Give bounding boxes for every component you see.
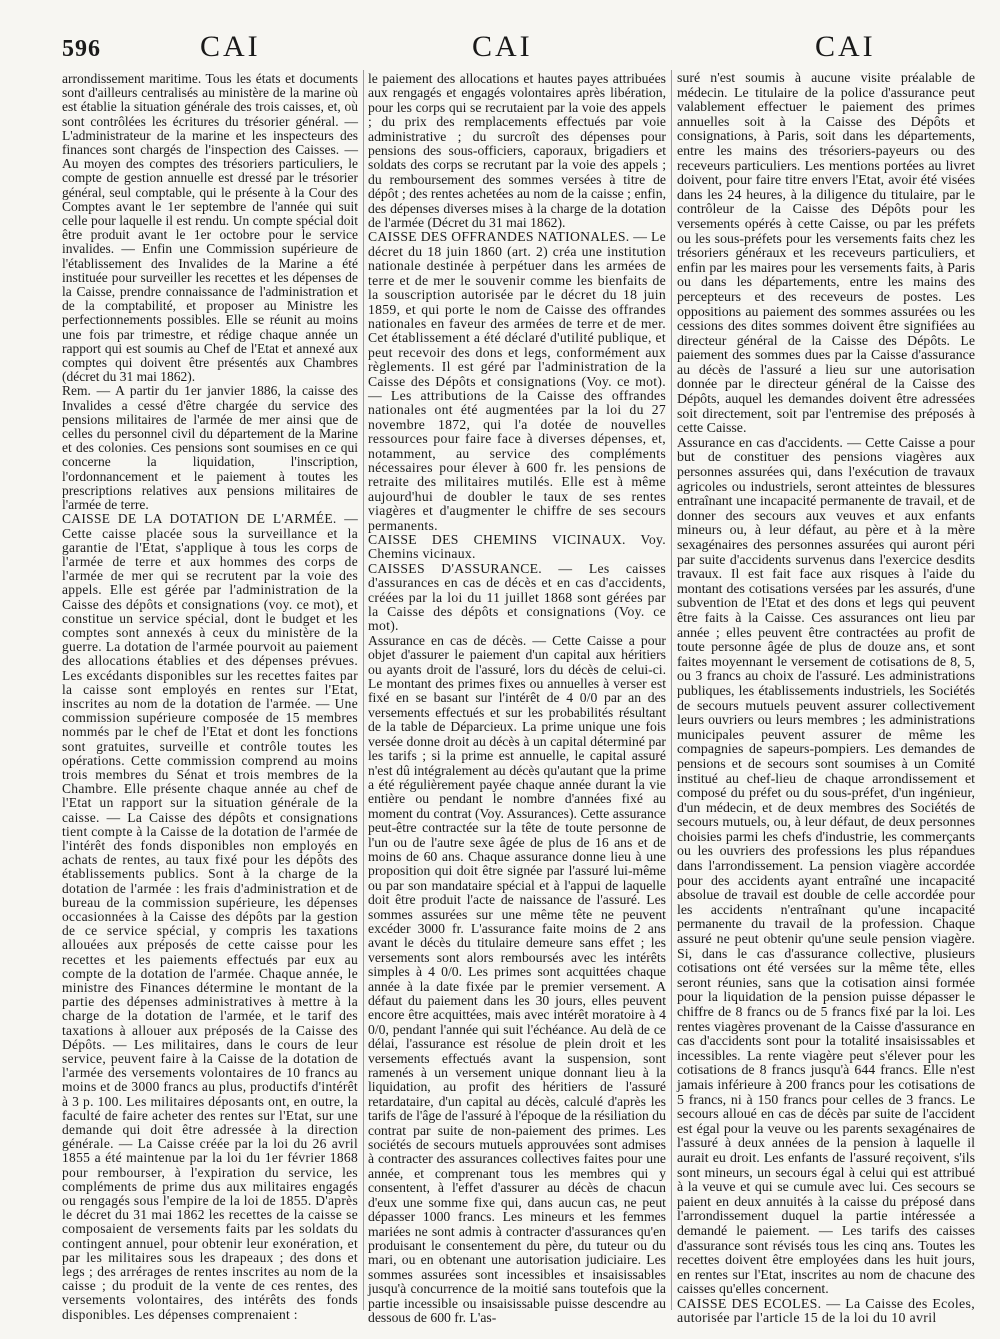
subentry-assurance-deces: Assurance en cas de décès. — Cette Caisse a pour objet d'assurer le paiement d'un capital aux héritiers ou ayants droit de l'assuré, lors du décès de celui-ci. Le montant des primes fixes ou annuelles à verser est fixé en se basant sur l'intérêt de 4 0/0 par an des versements effectués et sur les probabilités résultant de la table de Déparcieux. La prime unique une fois versée donne droit au décès à un capital déterminé par les tarifs ; si la prime est annuelle, le capital assuré n'est dû intégralement au décès qu'autant que la prime a été régulièrement payée chaque année durant la vie entière ou pendant le nombre d'années fixé au moment du contrat (Voy. Assurances). Cette assurance peut-être contractée sur la tête de toute personne de l'un ou de l'autre sexe âgée de plus de 16 ans et de moins de 60 ans. Chaque assurance donne lieu à une proposition qui doit être signée par l'assuré lui-même ou par son mandataire spécial et à l'appui de laquelle doit être produit l'acte de naissance de l'assuré. Les sommes assurées sur une même tête ne peuvent excéder 3000 fr. L'assurance faite moins de 2 ans avant le décès du titulaire demeure sans effet ; les versements sont alors remboursés avec les intérêts simples à 4 0/0. Les primes sont acquittées chaque année à la date fixée par le premier versement. A défaut du paiement dans les 30 jours, elles peuvent encore être acquittées, mais avec intérêt moratoire à 4 0/0, pendant l'année qui suit l'échéance. Au delà de ce délai, l'assurance est résolue de plein droit et les versements effectués avant la suspension, sont ramenés à un versement unique donnant lieu à la liquidation, au profit des héritiers de l'assuré retardataire, d'un capital au décès, calculé d'après les tarifs de l'âge de l'assuré à l'époque de la résiliation du contrat par suite de non-paiement des primes. Les sociétés de secours mutuels approuvées sont admises à contracter des assurances collectives faites pour une année, et comprenant tous les membres qui y consentent, à l'effet d'assurer au décès de chacun d'eux une somme fixe qui, dans aucun cas, ne peut dépasser 1000 francs. Les mineurs et les femmes mariées ne sont admis à contracter d'assurances qu'en produisant le consentement du père, du tuteur ou du mari, ou en obtenant une autorisation judiciaire. Les sommes assurées sont incessibles et insaisissables jusqu'à concurrence de la moitié sans toutefois que la partie incessible ou insaisissable puisse descendre au dessous de 600 fr. L'as- [368,632,666,1325]
paragraph: Rem. — A partir du 1er janvier 1886, la caisse des Invalides a cessé d'être chargée du service des pensions militaires de l'armée de mer ainsi que de celles du personnel civil du département de la Marine et des colonies. Ces pensions sont soumises en ce qui concerne la liquidation, l'inscription, l'ordonnancement et le paiement à toutes les prescriptions relatives aux pensions militaires de l'armée de terre. [62,383,358,513]
paragraph: le paiement des allocations et hautes payes attribuées aux rengagés et engagés volontaires après libération, pour les corps qui se recrutaient par la voie des appels ; du prix des remplacements effectués par voie administrative ; du surcroît des dépenses pour pensions des sous-officiers, caporaux, brigadiers et soldats des corps se recrutant par la voie des appels ; du remboursement des sommes versées à titre de dépôt ; des rentes achetées au nom de la caisse ; enfin, des dépenses diverses mises à la charge de la dotation de l'armée (Décret du 31 mai 1862). [368,71,666,231]
paragraph: arrondissement maritime. Tous les états et documents sont d'ailleurs centralisés au ministère de la marine où est établie la situation générale des trois caisses, et, où sont contrôlées les écritures du trésorier général. — L'administrateur de la marine et les inspecteurs des finances sont chargés de l'inspection des Caisses. — Au moyen des comptes des trésoriers particuliers, le compte de gestion annuelle est dressé par le trésorier général, seul comptable, qui le présente à la Cour des Comptes avant le 1er septembre de l'année qui suit celle pour laquelle il est rendu. Un compte spécial doit être produit avant le 1er octobre pour le service invalides. — Enfin une Commission supérieure de l'établissement des Invalides de la Marine a été instituée pour surveiller les recettes et les dépenses de la Caisse, prendre connaissance de l'administration et de la comptabilité, et proposer au Ministre les perfectionnements possibles. Elle se réunit au moins une fois par trimestre, et rédige chaque année un rapport qui est soumis au Chef de l'Etat et annexé aux comptes qui doivent être présentés aux Chambres (décret du 31 mai 1862). [62,71,358,385]
entry-caisse-dotation-armee: CAISSE DE LA DOTATION DE L'ARMÉE. — Cette caisse placée sous la surveillance et la garantie de l'Etat, s'applique à tous les corps de l'armée de terre et aux hommes des corps de l'armée de mer qui se recrutent par la voie des appels. Elle est gérée par l'administration de la Caisse des dépôts et consignations (voy. ce mot), et constitue un service spécial, dont le budget et les comptes sont annexés à ceux du ministère de la guerre. La dotation de l'armée pourvoit au paiement des allocations établies et des dépenses prévues. Les excédants disponibles sur les recettes faites par la caisse sont employés en rentes sur l'Etat, inscrites au nom de la dotation de l'armée. — Une commission supérieure composée de 15 membres nommés par le chef de l'Etat et dont les fonctions sont gratuites, surveille et contrôle toutes les opérations. Cette commission comprend au moins trois membres du Sénat et trois membres de la Chambre. Elle présente chaque année au chef de l'Etat un rapport sur la situation générale de la caisse. — La Caisse des dépôts et consignations tient compte à la Caisse de la dotation de l'armée de l'intérêt des fonds disponibles non employés en achats de rentes, au taux fixé pour les dépôts des établissements publics. Sont à la charge de la dotation de l'armée : les frais d'administration et de bureau de la commission supérieure, les dépenses occasionnées à la Caisse des dépôts par la gestion de ce service spécial, y compris les taxations allouées aux préposés de cette caisse pour les recettes et les paiements effectués par eux au compte de la dotation de l'armée. Chaque année, le ministre des Finances détermine le montant de la partie des dépenses administratives à mettre à la charge de la dotation de l'armée, et le tarif des taxations à allouer aux préposés de la Caisse des Dépôts. — Les militaires, dans le cours de leur service, peuvent faire à la Caisse de la dotation de l'armée des versements volontaires de 10 francs au moins et de 3000 francs au plus, productifs d'intérêt à 3 p. 100. Les militaires déposants ont, en outre, la faculté de faire acheter des rentes sur l'Etat, sur une demande qui doit être adressée à la direction générale. — La Caisse créée par la loi du 26 avril 1855 a été maintenue par la loi du 1er février 1868 pour rembourser, à l'expiration du service, les compléments de prime dus aux militaires engagés ou rengagés sous l'empire de la loi de 1855. D'après le décret du 31 mai 1862 les recettes de la caisse se composaient de versements faits par les soldats du contingent annuel, pour obtenir leur exonération, et par les militaires sous les drapeaux ; des dons et legs ; des arrérages de rentes inscrites au nom de la caisse ; du produit de la vente de ces rentes, des versements volontaires, des intérêts des fonds disponibles. Les dépenses comprenaient : [62,511,358,1322]
running-head-left: CAI [200,30,261,63]
subentry-assurance-accidents: Assurance en cas d'accidents. — Cette Caisse a pour but de constituer des pensions viagères aux personnes assurées qui, dans l'exécution de travaux agricoles ou industriels, seront atteintes de blessures entraînant une incapacité permanente de travail, et de donner des secours aux veuves et aux enfants mineurs ou, à leur défaut, au père et à la mère sexagénaires des personnes assurées qui auront péri par suite d'accidents survenus dans l'exercice desdits travaux. Il est fait face aux risques à l'aide du montant des cotisations versées par les assurés, d'une subvention de l'Etat et des dons et legs qui peuvent être faits à la Caisse. Ces assurances ont lieu par année ; elles peuvent être contractées au profit de toute personne âgée de plus de douze ans, et sont faites moyennant le versement de cotisations de 8, 5, ou 3 francs au choix de l'assuré. Les administrations publiques, les établissements industriels, les Sociétés de secours mutuels peuvent assurer collectivement leurs ouvriers ou leurs membres ; les administrations municipales peuvent assurer de même les compagnies de sapeurs-pompiers. Les demandes de pensions et de secours sont soumises à un Comité institué au chef-lieu de chaque arrondissement et composé du préfet ou du sous-préfet, d'un ingénieur, d'un médecin, et de deux membres des Sociétés de secours mutuels, ou, à leur défaut, de deux personnes choisies parmi les chefs d'industrie, les commerçants ou les ouvriers des professions les plus répandues dans l'arrondissement. La pension viagère accordée pour des accidents ayant entraîné une incapacité absolue de travail est double de celle accordée pour les accidents n'entraînant qu'une incapacité permanente du travail de la profession. Chaque assuré ne peut obtenir qu'une seule pension viagère. Si, dans le cas d'assurance collective, plusieurs cotisations ont été versées sur la même tête, elles seront réunies, sans que la cotisation ainsi formée pour la liquidation de la pension puisse dépasser le chiffre de 8 francs ou de 5 francs fixé par la loi. Les rentes viagères provenant de la Caisse d'assurance en cas d'accidents sont pour la totalité insaisissables et incessibles. La rente viagère peut s'élever pour les cotisations de 8 francs jusqu'à 644 francs. Elle n'est jamais inférieure à 200 francs pour les cotisations de 5 francs, ni à 150 francs pour celles de 3 francs. Le secours alloué en cas de décès par suite de l'accident est égal pour la veuve ou les parents sexagénaires de l'assuré à deux années de la pension à laquelle il aurait eu droit. Les enfants de l'assuré reçoivent, s'ils sont mineurs, un secours égal à celui qui est attribué à la veuve et qui se cumule avec lui. Ces secours se paient en deux annuités à la caisse du préposé dans l'arrondissement duquel la partie intéressée a demandé le paiement. — Les tarifs des caisses d'assurance sont révisés tous les cinq ans. Toutes les recettes doivent être employées dans les huit jours, en rentes sur l'Etat, inscrites au nom de chacune des caisses qu'elles concernent. [677,435,975,1298]
text-column-2 [368,72,666,1325]
running-head-right: CAI [815,30,876,63]
text-column-1 [62,72,358,1322]
paragraph: suré n'est soumis à aucune visite préalable de médecin. Le titulaire de la police d'assurance peut valablement effectuer le paiement des primes annuelles soit à la Caisse des Dépôts et consignations, à Paris, soit dans les départements, entre les mains des trésoriers-payeurs ou des receveurs particuliers. Les mentions portées au livret doivent, pour faire titre envers l'Etat, avoir été visées dans les 24 heures, à la diligence du titulaire, par le contrôleur de la Caisse des Dépôts pour les versements opérés à cette Caisse, ou par les préfets ou les sous-préfets pour les versements faits chez les trésoriers généraux et les receveurs particuliers, et enfin par les maires pour les versements faits, à Paris ou dans les départements, entre les mains des percepteurs et des receveurs de postes. Les oppositions au paiement des sommes assurées ou les cessions des dites sommes doivent être signifiées au directeur général de la Caisse des Dépôts. Le paiement des sommes dues par la Caisse d'assurance au décès de l'assuré a lieu sur une autorisation donnée par le directeur général de la Caisse des Dépôts, auquel les demandes doivent être adressées soit directement, soit par l'entremise des préposés à cette Caisse. [677,71,975,437]
page-header [0,28,1000,68]
entry-caisse-chemins-vicinaux: CAISSE DES CHEMINS VICINAUX. Voy. Chemins vicinaux. [368,532,666,562]
column-divider [363,70,364,1310]
page-number: 596 [62,36,101,62]
entry-caisse-ecoles: CAISSE DES ECOLES. — La Caisse des Ecoles, autorisée par l'article 15 de la loi du 10 avril [677,1296,975,1327]
text-column-3 [677,72,975,1327]
running-head-center: CAI [472,30,533,63]
entry-caisse-offrandes-nationales: CAISSE DES OFFRANDES NATIONALES. — Le décret du 18 juin 1860 (art. 2) créa une institution nationale destinée à perpétuer dans les armées de terre et de mer le souvenir comme les bienfaits de la souscription autorisée par le décret du 18 juin 1859, et qui porte le nom de Caisse des offrandes nationales en faveur des armées de terre et de mer. Cet établissement a été déclaré d'utilité publique, et peut recevoir des dons et legs, conformément aux règlements. Il est géré par l'administration de la Caisse des Dépôts et consignations (Voy. ce mot). — Les attributions de la Caisse des offrandes nationales ont été augmentées par la loi du 27 novembre 1872, qui l'a dotée de nouvelles ressources pour faire face à diverses dépenses, et, notamment, au service des compléments nécessaires pour élever à 600 fr. les pensions de retraite des militaires mutilés. Elle est à même aujourd'hui de doubler le taux de ses rentes viagères et d'augmenter le chiffre de ses secours permanents. [368,229,666,533]
entry-caisses-assurance: CAISSES D'ASSURANCE. — Les caisses d'assurances en cas de décès et en cas d'accidents, créées par la loi du 11 juillet 1868 sont gérées par la Caisse des dépôts et consignations (Voy. ce mot). [368,560,666,634]
column-divider [671,70,672,1310]
